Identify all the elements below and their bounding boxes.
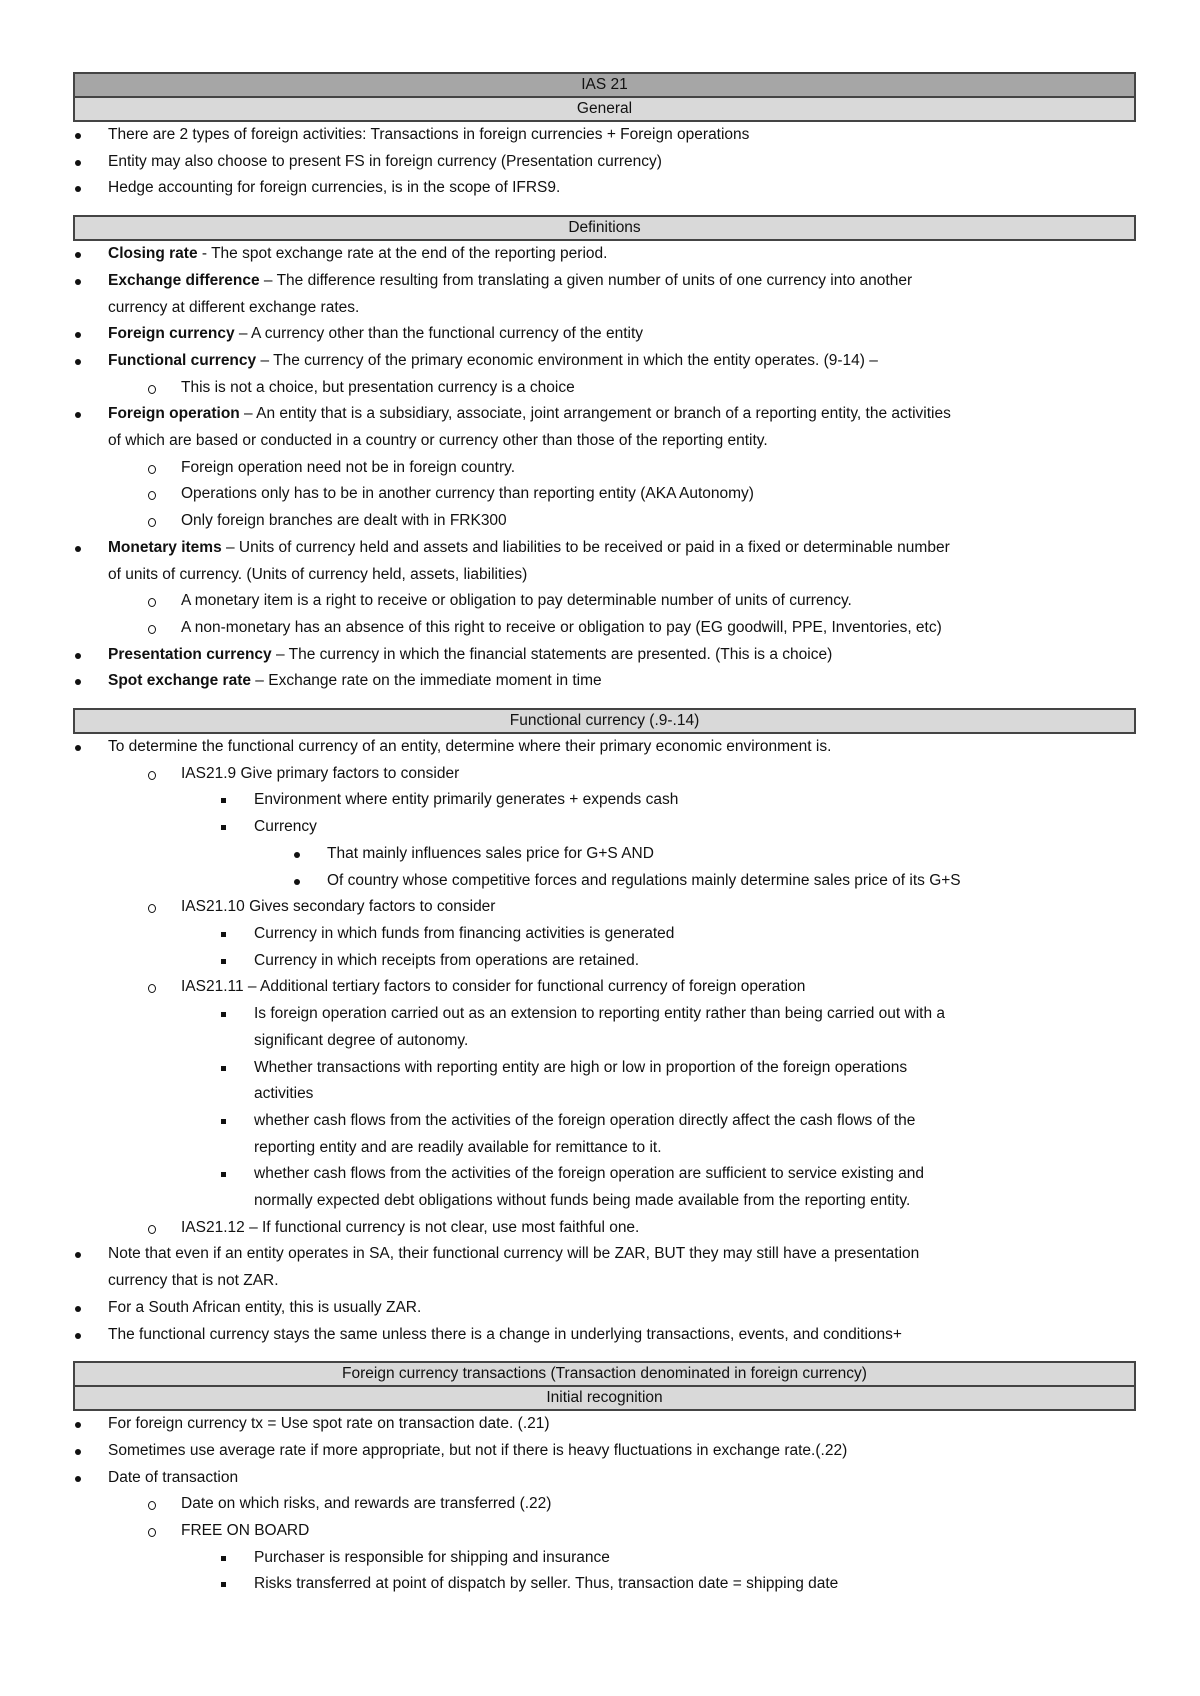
list-item: Presentation currency – The currency in which the financial statements are presented. (This is a choice) xyxy=(73,642,1136,669)
bullet-icon xyxy=(219,1571,231,1597)
bullet-icon xyxy=(146,761,158,787)
bullet-icon xyxy=(219,948,231,974)
bullet-icon xyxy=(73,1438,85,1464)
list-item: Spot exchange rate – Exchange rate on the immediate moment in time xyxy=(73,668,1136,695)
bullet-icon xyxy=(73,401,85,427)
general-header: General xyxy=(73,98,1136,122)
list-item: whether cash flows from the activities of the foreign operation are sufficient to service existing and normally expected debt obligations without funds being made available from the reporting entity. xyxy=(73,1161,1136,1214)
list-item: Functional currency – The currency of the primary economic environment in which the entity operates. (9-14) – xyxy=(73,348,1136,375)
initial-recognition-header: Initial recognition xyxy=(73,1387,1136,1411)
list-item: Date of transaction xyxy=(73,1465,1136,1492)
bullet-icon xyxy=(73,348,85,374)
bullet-icon xyxy=(146,455,158,481)
list-item: This is not a choice, but presentation currency is a choice xyxy=(73,375,1136,402)
bullet-icon xyxy=(73,535,85,561)
bullet-icon xyxy=(73,321,85,347)
list-item: Sometimes use average rate if more appropriate, but not if there is heavy fluctuations in exchange rate.(.22) xyxy=(73,1438,1136,1465)
list-item: Of country whose competitive forces and regulations mainly determine sales price of its G+S xyxy=(73,868,1136,895)
bullet-icon xyxy=(219,1161,231,1187)
list-item: Foreign operation need not be in foreign country. xyxy=(73,455,1136,482)
bullet-icon xyxy=(73,1241,85,1267)
bullet-icon xyxy=(146,1491,158,1517)
bullet-icon xyxy=(219,921,231,947)
list-item: Monetary items – Units of currency held and assets and liabilities to be received or paid in a fixed or determinable number of units of currency. (Units of currency held, assets, liabilities) xyxy=(73,535,1136,588)
list-item: IAS21.12 – If functional currency is not clear, use most faithful one. xyxy=(73,1215,1136,1242)
definitions-header: Definitions xyxy=(73,215,1136,241)
bullet-icon xyxy=(292,868,304,894)
bullet-icon xyxy=(219,1108,231,1134)
list-item: That mainly influences sales price for G+S AND xyxy=(73,841,1136,868)
list-item: Note that even if an entity operates in SA, their functional currency will be ZAR, BUT they may still have a presentation currency that is not ZAR. xyxy=(73,1241,1136,1294)
bullet-icon xyxy=(73,1465,85,1491)
bullet-icon xyxy=(219,814,231,840)
list-item: Is foreign operation carried out as an extension to reporting entity rather than being carried out with a significant degree of autonomy. xyxy=(73,1001,1136,1054)
transactions-header: Foreign currency transactions (Transaction denominated in foreign currency) xyxy=(73,1361,1136,1387)
bullet-icon xyxy=(219,1545,231,1571)
list-item: IAS21.9 Give primary factors to consider xyxy=(73,761,1136,788)
title-header: IAS 21 xyxy=(73,72,1136,98)
list-item: Exchange difference – The difference resulting from translating a given number of units of one currency into another currency at different exchange rates. xyxy=(73,268,1136,321)
list-item: Environment where entity primarily generates + expends cash xyxy=(73,787,1136,814)
bullet-icon xyxy=(73,122,85,148)
bullet-icon xyxy=(219,1055,231,1081)
document-content xyxy=(73,72,1136,1598)
general-list xyxy=(73,122,1136,202)
list-item: Closing rate - The spot exchange rate at the end of the reporting period. xyxy=(73,241,1136,268)
bullet-icon xyxy=(73,1322,85,1348)
bullet-icon xyxy=(73,268,85,294)
list-item: Purchaser is responsible for shipping and insurance xyxy=(73,1545,1136,1572)
list-item: A non-monetary has an absence of this right to receive or obligation to pay (EG goodwill, PPE, Inventories, etc) xyxy=(73,615,1136,642)
bullet-icon xyxy=(146,588,158,614)
definitions-list xyxy=(73,241,1136,695)
list-item: Foreign operation – An entity that is a subsidiary, associate, joint arrangement or branch of a reporting entity, the activities of which are based or conducted in a country or currency other than those of the reporting entity. xyxy=(73,401,1136,454)
list-item: Risks transferred at point of dispatch by seller. Thus, transaction date = shipping date xyxy=(73,1571,1136,1598)
functional-currency-header: Functional currency (.9-.14) xyxy=(73,708,1136,734)
bullet-icon xyxy=(146,481,158,507)
list-item: Only foreign branches are dealt with in FRK300 xyxy=(73,508,1136,535)
bullet-icon xyxy=(73,1295,85,1321)
bullet-icon xyxy=(292,841,304,867)
bullet-icon xyxy=(73,642,85,668)
list-item: Operations only has to be in another currency than reporting entity (AKA Autonomy) xyxy=(73,481,1136,508)
list-item: whether cash flows from the activities of the foreign operation directly affect the cash flows of the reporting entity and are readily available for remittance to it. xyxy=(73,1108,1136,1161)
bullet-icon xyxy=(146,1215,158,1241)
list-item: Currency in which receipts from operations are retained. xyxy=(73,948,1136,975)
bullet-icon xyxy=(146,974,158,1000)
bullet-icon xyxy=(146,615,158,641)
list-item: For a South African entity, this is usually ZAR. xyxy=(73,1295,1136,1322)
bullet-icon xyxy=(73,175,85,201)
list-item: Currency in which funds from financing activities is generated xyxy=(73,921,1136,948)
bullet-icon xyxy=(219,1001,231,1027)
bullet-icon xyxy=(73,149,85,175)
list-item: IAS21.10 Gives secondary factors to consider xyxy=(73,894,1136,921)
bullet-icon xyxy=(146,1518,158,1544)
bullet-icon xyxy=(73,1411,85,1437)
bullet-icon xyxy=(146,894,158,920)
list-item: Entity may also choose to present FS in foreign currency (Presentation currency) xyxy=(73,149,1136,176)
list-item: The functional currency stays the same unless there is a change in underlying transactions, events, and conditions+ xyxy=(73,1322,1136,1349)
list-item: There are 2 types of foreign activities: Transactions in foreign currencies + Foreign operations xyxy=(73,122,1136,149)
bullet-icon xyxy=(73,734,85,760)
transactions-list xyxy=(73,1411,1136,1598)
list-item: IAS21.11 – Additional tertiary factors to consider for functional currency of foreign operation xyxy=(73,974,1136,1001)
list-item: For foreign currency tx = Use spot rate on transaction date. (.21) xyxy=(73,1411,1136,1438)
bullet-icon xyxy=(219,787,231,813)
list-item: Hedge accounting for foreign currencies, is in the scope of IFRS9. xyxy=(73,175,1136,202)
list-item: Date on which risks, and rewards are transferred (.22) xyxy=(73,1491,1136,1518)
bullet-icon xyxy=(146,375,158,401)
functional-list xyxy=(73,734,1136,1348)
list-item: Whether transactions with reporting entity are high or low in proportion of the foreign operations activities xyxy=(73,1055,1136,1108)
list-item: Currency xyxy=(73,814,1136,841)
bullet-icon xyxy=(73,241,85,267)
list-item: A monetary item is a right to receive or obligation to pay determinable number of units of currency. xyxy=(73,588,1136,615)
bullet-icon xyxy=(73,668,85,694)
list-item: To determine the functional currency of an entity, determine where their primary economic environment is. xyxy=(73,734,1136,761)
list-item: Foreign currency – A currency other than the functional currency of the entity xyxy=(73,321,1136,348)
list-item: FREE ON BOARD xyxy=(73,1518,1136,1545)
bullet-icon xyxy=(146,508,158,534)
